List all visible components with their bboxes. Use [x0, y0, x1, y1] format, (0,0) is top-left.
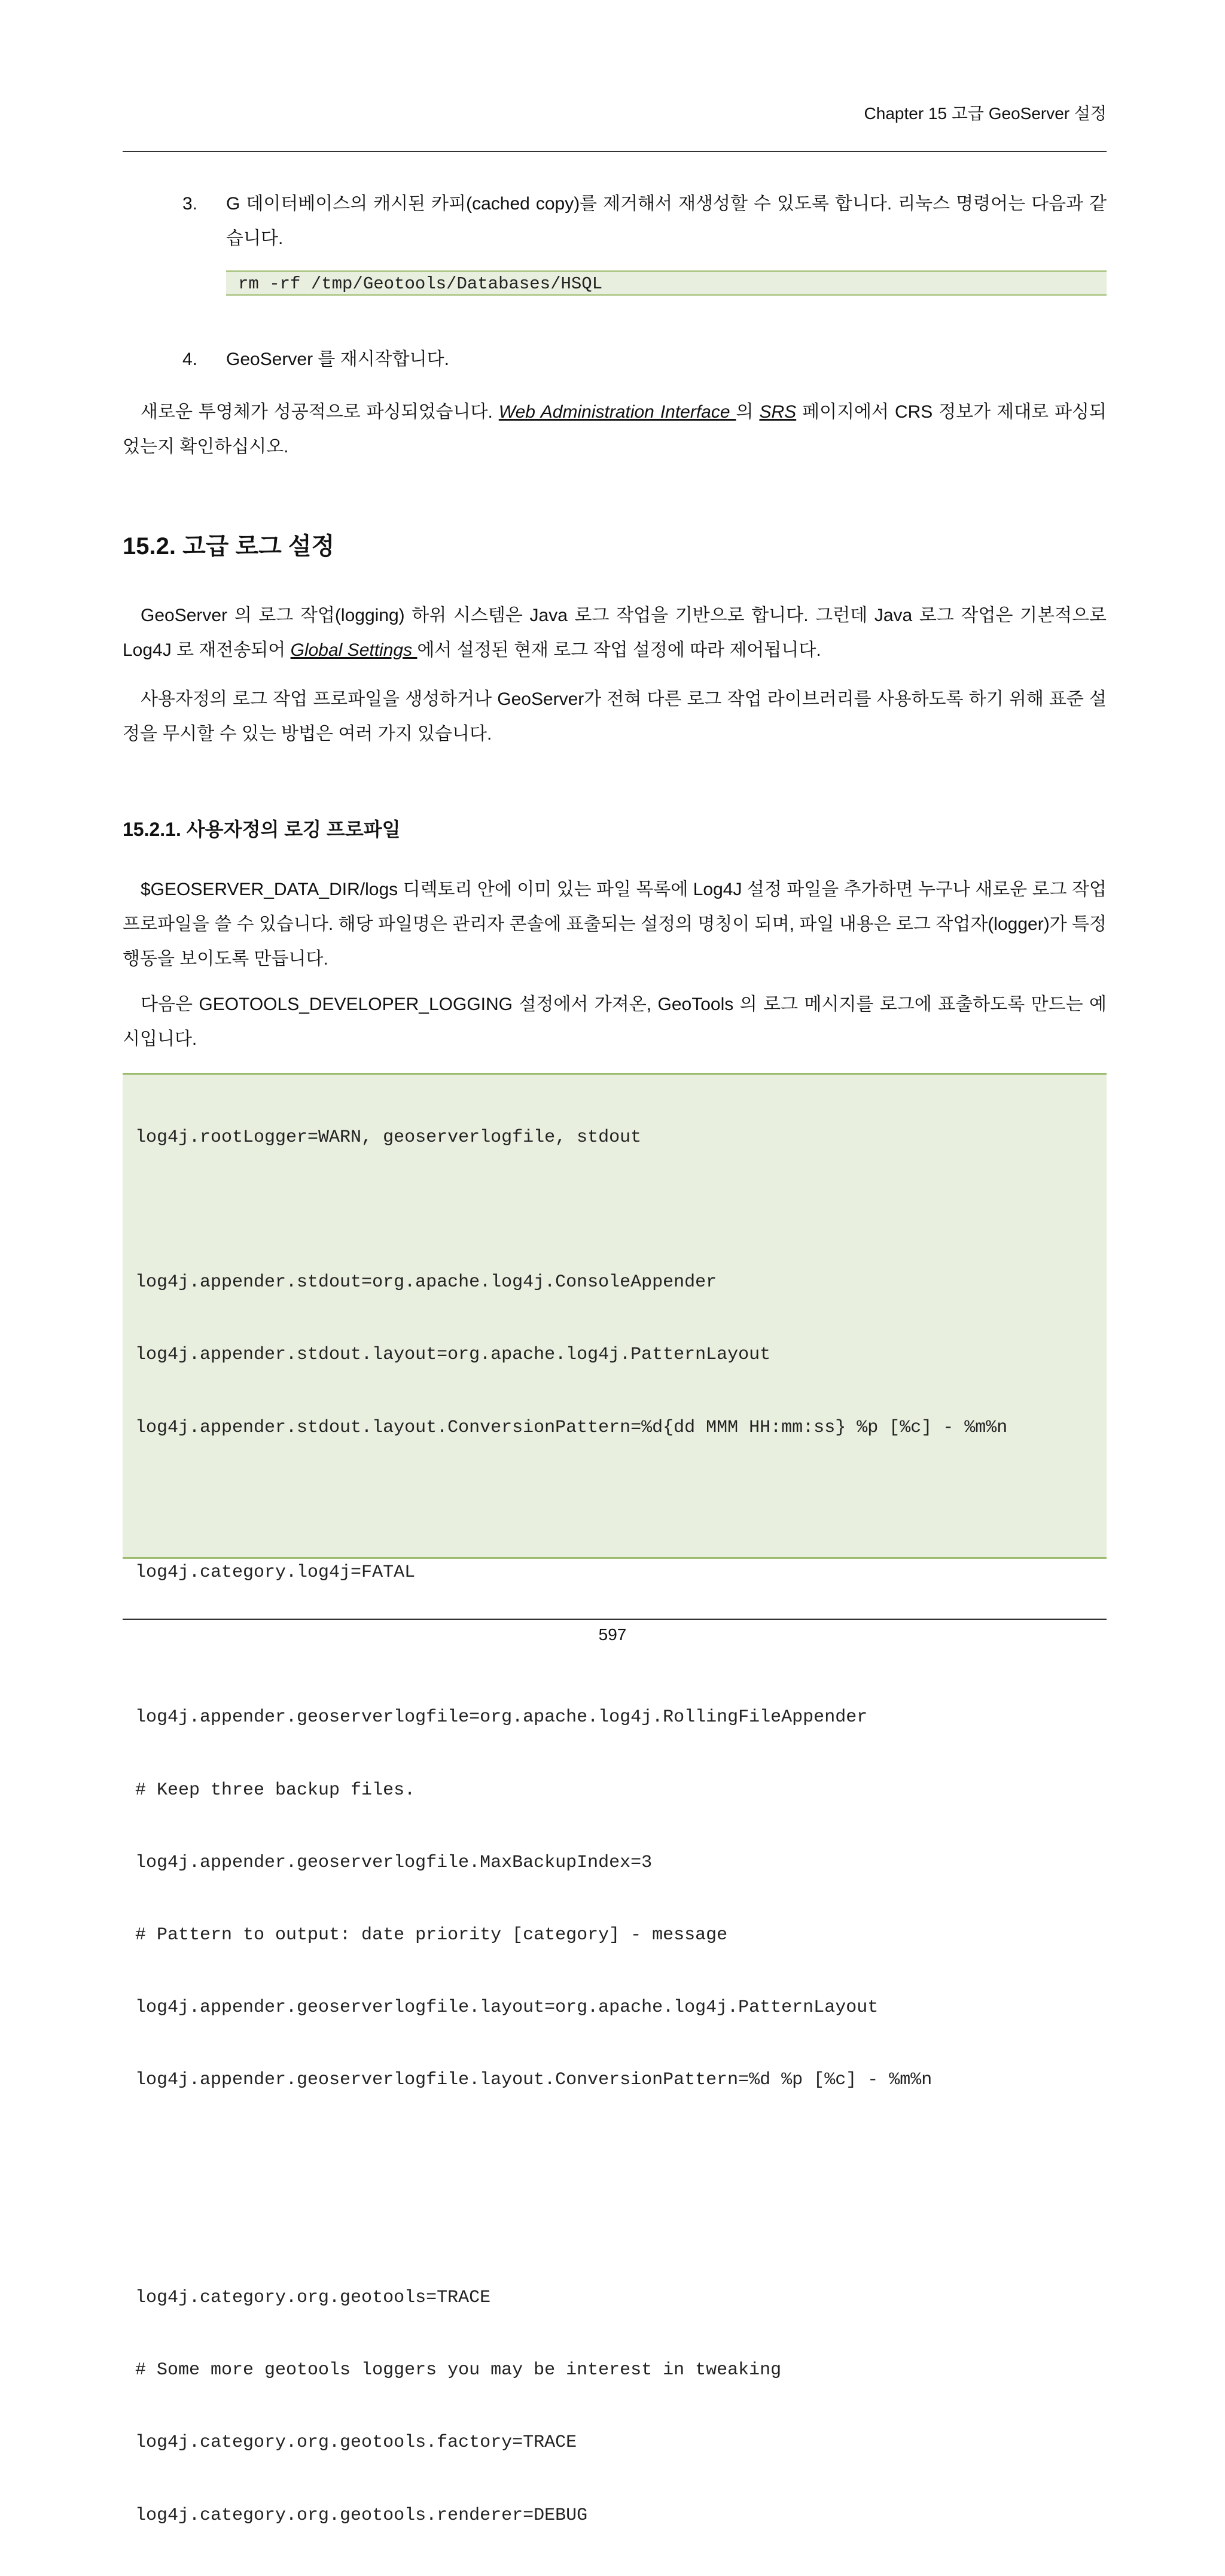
list-number: 4.	[182, 349, 198, 369]
code-line: log4j.appender.geoserverlogfile.MaxBackupIndex=3	[135, 1852, 653, 1873]
running-header: Chapter 15 고급 GeoServer 설정	[864, 104, 1107, 123]
code-line: log4j.appender.geoserverlogfile.layout=org.apache.log4j.PatternLayout	[135, 1997, 879, 2018]
code-line	[135, 2213, 1107, 2237]
code-line: log4j.appender.geoserverlogfile=org.apache.log4j.RollingFileAppender	[135, 1707, 868, 1728]
web-admin-interface-link[interactable]: Web Administration Interface	[498, 402, 736, 422]
code-line: # Keep three backup files.	[135, 1780, 416, 1801]
global-settings-link[interactable]: Global Settings	[290, 640, 418, 660]
code-line: log4j.rootLogger=WARN, geoserverlogfile, stdout	[135, 1127, 642, 1148]
srs-link[interactable]: SRS	[759, 402, 797, 422]
code-line: log4j.appender.stdout.layout.ConversionPattern=%d{dd MMM HH:mm:ss} %p [%c] - %m%n	[135, 1417, 1008, 1438]
paragraph-logging: GeoServer 의 로그 작업(logging) 하위 시스템은 Java 로그 작업을 기반으로 합니다. 그런데 Java 로그 작업은 기본적으로 Log4J 로 재전송되어 Global Settings 에서 설정된 현재 로그 작업 설정에 따라 제어됩니다.	[123, 606, 1107, 660]
footer-rule	[123, 1619, 1107, 1620]
inline-command-block: rm -rf /tmp/Geotools/Databases/HSQL	[226, 270, 1107, 296]
subsection-heading: 15.2.1. 사용자정의 로깅 프로파일	[123, 819, 401, 840]
page-number: 597	[598, 1625, 627, 1644]
code-line: log4j.category.org.geotools.renderer=DEBUG	[135, 2505, 588, 2526]
code-line: log4j.category.org.geotools=TRACE	[135, 2288, 491, 2309]
list-item-step-3	[123, 187, 1107, 256]
paragraph-custom-logging: 사용자정의 로그 작업 프로파일을 생성하거나 GeoServer가 전혀 다른 로그 작업 라이브러리를 사용하도록 하기 위해 표준 설정을 무시할 수 있는 방법은 여러 가지 있습니다.	[123, 689, 1107, 744]
code-line: log4j.appender.stdout=org.apache.log4j.ConsoleAppender	[135, 1272, 717, 1293]
code-line: log4j.category.org.geotools.factory=TRACE	[135, 2432, 577, 2453]
list-text: GeoServer 를 재시작합니다.	[226, 349, 449, 369]
section-heading: 15.2. 고급 로그 설정	[123, 533, 335, 559]
paragraph-profile: $GEOSERVER_DATA_DIR/logs 디렉토리 안에 이미 있는 파일 목록에 Log4J 설정 파일을 추가하면 누구나 새로운 로그 작업 프로파일을 쓸 수 있습니다. 해당 파일명은 관리자 콘솔에 표출되는 설정의 명칭이 되며, 파일 내용은 로그 작업자(logger)가 특정 행동을 보이도록 만듭니다.	[123, 880, 1107, 969]
code-line	[135, 2141, 1107, 2165]
list-text: G 데이터베이스의 캐시된 카피(cached copy)를 제거해서 재생성할 수 있도록 합니다. 리눅스 명령어는 다음과 같습니다.	[226, 194, 1107, 248]
paragraph-result: 새로운 투영체가 성공적으로 파싱되었습니다. Web Administration Interface 의 SRS 페이지에서 CRS 정보가 제대로 파싱되었는지 확인하십시오.	[123, 402, 1107, 457]
code-line	[135, 1488, 1107, 1512]
code-line: # Some more geotools loggers you may be interest in tweaking	[135, 2360, 782, 2381]
code-line	[135, 1198, 1107, 1222]
paragraph-example: 다음은 GEOTOOLS_DEVELOPER_LOGGING 설정에서 가져온, GeoTools 의 로그 메시지를 로그에 표출하도록 만드는 예시입니다.	[123, 994, 1107, 1049]
code-line: log4j.appender.stdout.layout=org.apache.log4j.PatternLayout	[135, 1345, 771, 1365]
code-line: log4j.category.log4j=FATAL	[135, 1562, 416, 1583]
header-rule	[123, 151, 1107, 152]
list-number: 3.	[182, 194, 198, 214]
code-line: # Pattern to output: date priority [category] - message	[135, 1925, 728, 1946]
list-item-step-4	[123, 342, 1107, 377]
code-line: log4j.appender.geoserverlogfile.layout.ConversionPattern=%d %p [%c] - %m%n	[135, 2070, 933, 2091]
